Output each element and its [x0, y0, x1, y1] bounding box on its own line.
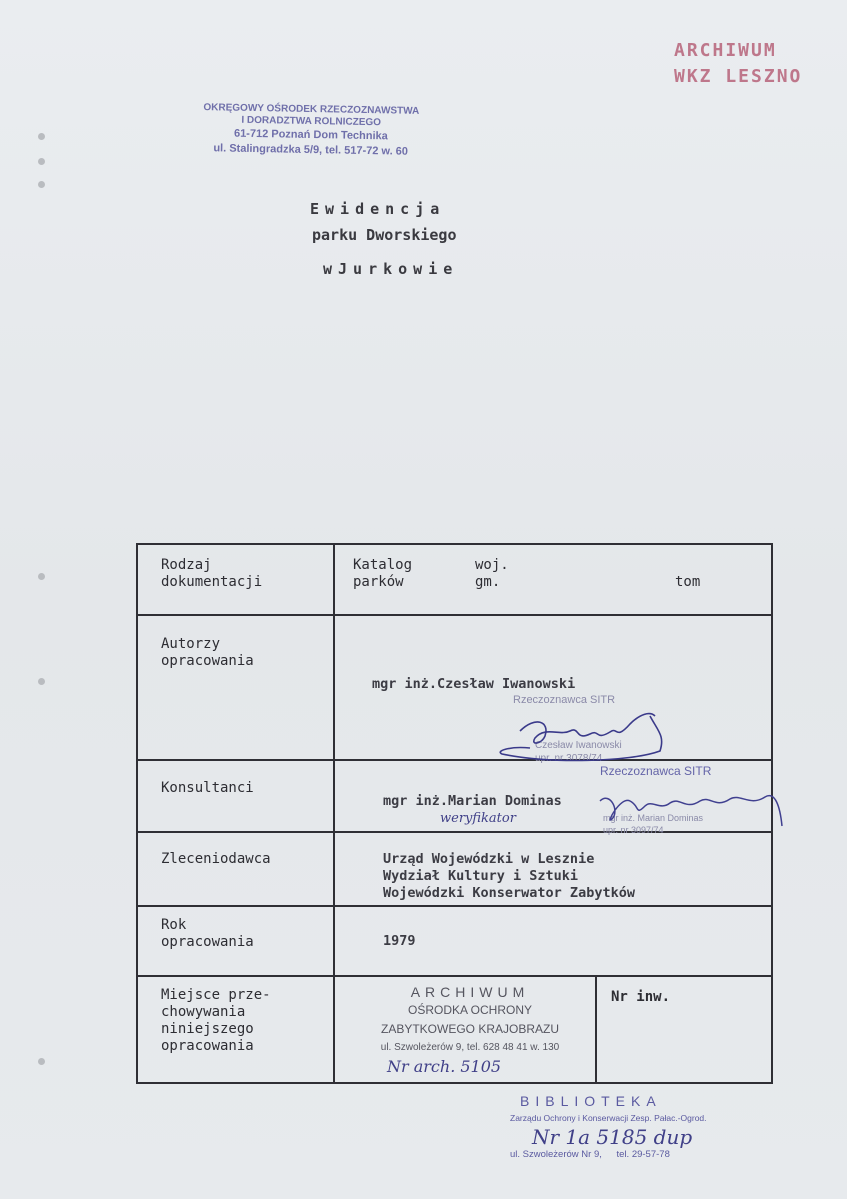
office-stamp-line: I DORADZTWA ROLNICZEGO [241, 114, 382, 129]
office-stamp-line: ul. Stalingradzka 5/9, tel. 517-72 w. 60 [213, 142, 409, 158]
punch-hole [38, 181, 45, 188]
inventory-number-label: Nr inw. [611, 989, 671, 1005]
library-stamp [510, 1093, 770, 1160]
row-label-storage: Miejsce prze- chowywania niniejszego opracowania [161, 987, 271, 1054]
sitr-stamp-line: Rzeczoznawca SITR [513, 694, 616, 706]
punch-hole [38, 678, 45, 685]
punch-hole [38, 573, 45, 580]
table-cell [137, 544, 334, 615]
sitr-stamp-line: upr. nr 3097/74 [603, 825, 664, 835]
consultant-name: mgr inż.Marian Dominas [383, 793, 562, 809]
archive-stamp-title: ARCHIWUM [410, 984, 530, 1000]
title-line-2: parku Dworskiego [312, 226, 457, 244]
table-cell [334, 615, 772, 764]
archive-stamp-line: ZABYTKOWEGO KRAJOBRAZU [380, 1022, 560, 1036]
punch-hole [38, 1058, 45, 1065]
tom-label: tom [675, 574, 701, 590]
table-row [137, 976, 772, 1083]
table-cell [137, 615, 334, 760]
verifier-note: weryfikator [440, 811, 516, 826]
punch-hole [38, 133, 45, 140]
sitr-stamp-line: mgr inż. Marian Dominas [603, 813, 704, 823]
archive-number: Nr arch. 5105 [387, 1057, 502, 1076]
title-line-3: wJurkowie [323, 260, 459, 278]
author-signature [490, 696, 690, 766]
library-stamp-address [510, 1149, 770, 1160]
katalog-parkow: Katalog parków [353, 557, 413, 590]
table-cell [137, 832, 334, 906]
row-label-type: Rodzaj dokumentacji [161, 557, 263, 590]
row-label-year: Rok opracowania [161, 917, 254, 950]
archive-stamp-top [674, 38, 802, 90]
office-stamp [196, 102, 427, 160]
table-cell [334, 760, 772, 835]
row-label-authors: Autorzy opracowania [161, 636, 254, 669]
archive-stamp-line: ARCHIWUM [674, 40, 777, 61]
archive-stamp [350, 983, 590, 1057]
gm-label: gm. [475, 574, 501, 590]
documentation-table [136, 543, 773, 1084]
table-row [137, 615, 772, 760]
sitr-stamp-line: Rzeczoznawca SITR [600, 764, 712, 778]
row-label-consultants: Konsultanci [161, 780, 254, 796]
cell-divider [595, 975, 597, 1084]
table-cell [137, 760, 334, 832]
office-stamp-line: 61-712 Poznań Dom Technika [233, 127, 388, 143]
library-number: Nr 1a 5185 dup [532, 1125, 693, 1149]
table-cell [334, 976, 772, 1083]
library-stamp-street: ul. Szwoleżerów Nr 9, [510, 1149, 602, 1160]
archive-stamp-line: ul. Szwoleżerów 9, tel. 628 48 41 w. 130 [380, 1042, 560, 1053]
sitr-stamp-line: upr. nr 3078/74 [535, 753, 603, 764]
commissioner-line: Wydział Kultury i Sztuki [383, 868, 579, 884]
table-row [137, 544, 772, 615]
punch-hole [38, 158, 45, 165]
table-cell [137, 906, 334, 976]
table-row [137, 832, 772, 906]
library-stamp-line: Zarządu Ochrony i Konserwacji Zesp. Pałac.-Ogrod. [510, 1113, 707, 1123]
table-row [137, 760, 772, 832]
sitr-stamp-line: Czesław Iwanowski [535, 740, 622, 751]
woj-label: woj. [475, 557, 509, 573]
commissioner-line: Wojewódzki Konserwator Zabytków [383, 885, 635, 901]
commissioner-line: Urząd Wojewódzki w Lesznie [383, 851, 595, 867]
table-cell [334, 832, 772, 906]
archive-stamp-line: OŚRODKA OCHRONY [407, 1003, 533, 1017]
year-value: 1979 [383, 933, 416, 949]
table-row [137, 906, 772, 976]
row-label-commissioner: Zleceniodawca [161, 851, 271, 867]
table-cell [137, 976, 334, 1083]
title-line-1: Ewidencja [310, 200, 446, 218]
office-stamp-line: OKRĘGOWY OŚRODEK RZECZOZNAWSTWA [203, 102, 420, 117]
archive-stamp-line: WKZ LESZNO [674, 66, 803, 87]
library-stamp-title: BIBLIOTEKA [520, 1093, 662, 1109]
table-cell [334, 906, 772, 976]
table-cell [334, 544, 772, 615]
library-stamp-phone: tel. 29-57-78 [616, 1149, 670, 1160]
author-name: mgr inż.Czesław Iwanowski [372, 676, 576, 692]
